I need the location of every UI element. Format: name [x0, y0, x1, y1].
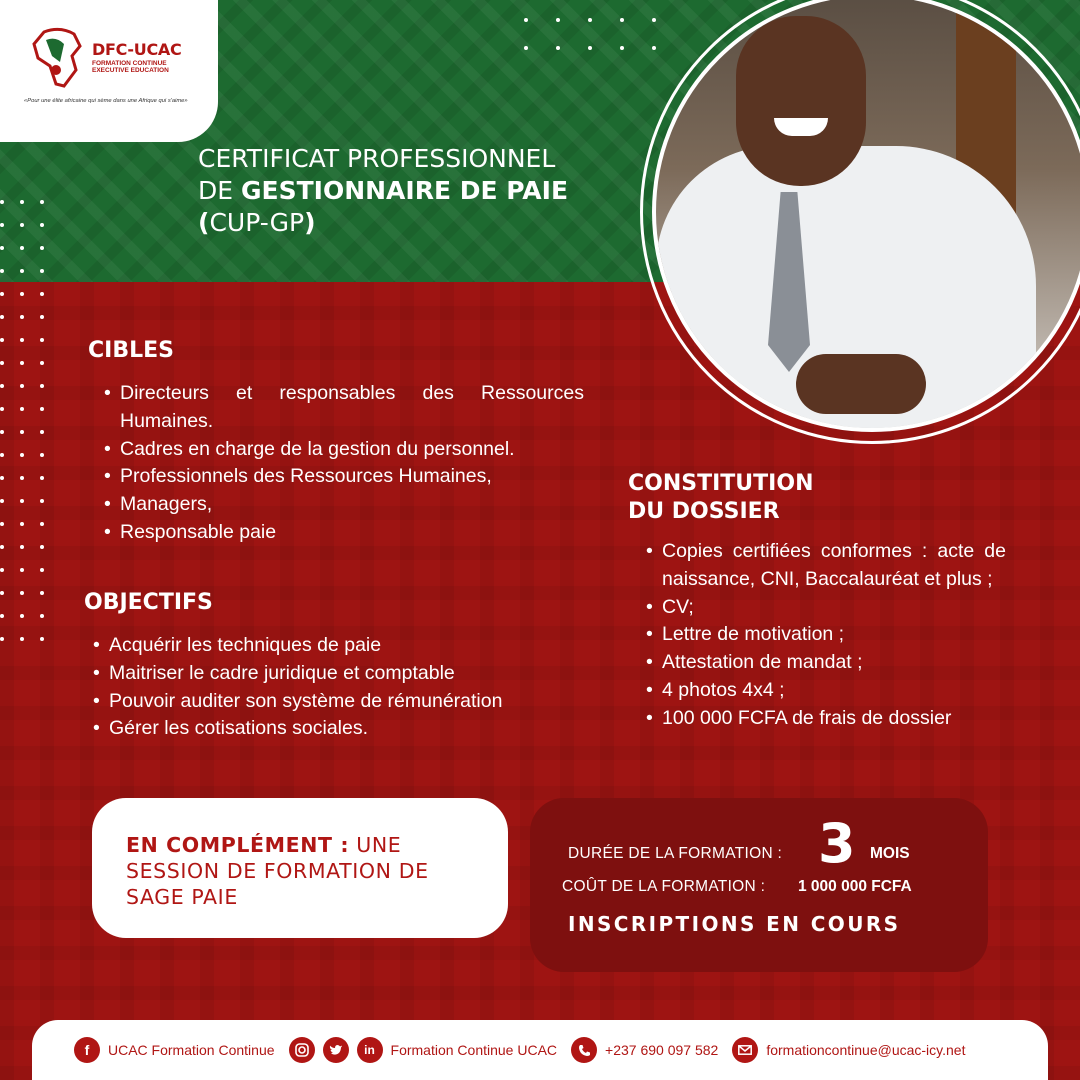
- instagram-icon[interactable]: [289, 1037, 315, 1063]
- info-box: [530, 798, 988, 972]
- dossier-heading: [628, 470, 813, 526]
- logo-tagline: «Pour une élite africaine qui sème dans une Afrique qui s'aime»: [24, 98, 188, 104]
- list-item: • 4 photos 4x4 ;: [646, 677, 1006, 705]
- list-item: • Gérer les cotisations sociales.: [93, 715, 583, 743]
- list-item: • Copies certifiées conformes : acte de naissance, CNI, Baccalauréat et plus ;: [646, 538, 1006, 594]
- cibles-heading: CIBLES: [88, 338, 174, 363]
- title-line-2-prefix: DE: [198, 176, 241, 205]
- duree-label: DURÉE DE LA FORMATION :: [568, 845, 783, 862]
- linkedin-icon[interactable]: in: [357, 1037, 383, 1063]
- title-code: CUP-GP: [209, 208, 305, 237]
- professional-photo: [652, 0, 1080, 432]
- list-item: • Pouvoir auditer son système de rémunération: [93, 688, 583, 716]
- complement-bold: EN COMPLÉMENT :: [126, 833, 350, 857]
- cout-value: 1 000 000 FCFA: [798, 878, 912, 895]
- logo-card: [0, 0, 218, 142]
- social-link[interactable]: Formation Continue UCAC: [390, 1042, 558, 1058]
- list-item: • Lettre de motivation ;: [646, 621, 1006, 649]
- duree-value: 3: [818, 812, 856, 875]
- title-line-2: [198, 175, 648, 207]
- list-item: • Managers,: [104, 491, 584, 519]
- objectifs-list: [93, 632, 583, 743]
- logo-title: DFC-UCAC: [92, 40, 182, 59]
- complement-box: [92, 798, 508, 938]
- dots-decoration-top: [524, 18, 656, 50]
- cout-label: COÛT DE LA FORMATION :: [562, 878, 766, 895]
- list-item: • Professionnels des Ressources Humaines,: [104, 463, 584, 491]
- email-icon[interactable]: [732, 1037, 758, 1063]
- dots-decoration-left: [0, 200, 44, 641]
- phone-icon[interactable]: [571, 1037, 597, 1063]
- dossier-heading-line-2: DU DOSSIER: [628, 499, 780, 524]
- duree-unit: MOIS: [870, 845, 910, 862]
- list-item: • Maitriser le cadre juridique et comptable: [93, 660, 583, 688]
- list-item: • 100 000 FCFA de frais de dossier: [646, 705, 1006, 733]
- list-item: • CV;: [646, 594, 1006, 622]
- twitter-icon[interactable]: [323, 1037, 349, 1063]
- complement-text: UNE SESSION DE FORMATION DE SAGE PAIE: [126, 833, 429, 909]
- email-link[interactable]: formationcontinue@ucac-icy.net: [766, 1042, 966, 1058]
- title-line-3: [198, 207, 648, 239]
- logo-subtitle-2: EXECUTIVE EDUCATION: [92, 67, 169, 74]
- dossier-heading-line-1: CONSTITUTION: [628, 471, 814, 496]
- title-paren-open: (: [198, 208, 210, 237]
- footer-bar: [32, 1020, 1048, 1080]
- facebook-link[interactable]: UCAC Formation Continue: [108, 1042, 275, 1058]
- cibles-list: [104, 380, 584, 547]
- facebook-icon[interactable]: f: [74, 1037, 100, 1063]
- list-item: • Acquérir les techniques de paie: [93, 632, 583, 660]
- list-item: • Attestation de mandat ;: [646, 649, 1006, 677]
- objectifs-heading: OBJECTIFS: [84, 590, 213, 615]
- title-line-1: CERTIFICAT PROFESSIONNEL: [198, 144, 556, 173]
- africa-logo-icon: [30, 26, 84, 90]
- logo-subtitle-1: FORMATION CONTINUE: [92, 60, 167, 67]
- dossier-list: [646, 538, 1006, 733]
- inscriptions-banner: INSCRIPTIONS EN COURS: [568, 912, 901, 936]
- page-title: [198, 143, 648, 239]
- phone-number[interactable]: +237 690 097 582: [605, 1042, 719, 1058]
- title-paren-close: ): [304, 208, 316, 237]
- title-line-2-bold: GESTIONNAIRE DE PAIE: [241, 176, 569, 205]
- list-item: • Directeurs et responsables des Ressources Humaines.: [104, 380, 584, 436]
- list-item: • Cadres en charge de la gestion du personnel.: [104, 436, 584, 464]
- list-item: • Responsable paie: [104, 519, 584, 547]
